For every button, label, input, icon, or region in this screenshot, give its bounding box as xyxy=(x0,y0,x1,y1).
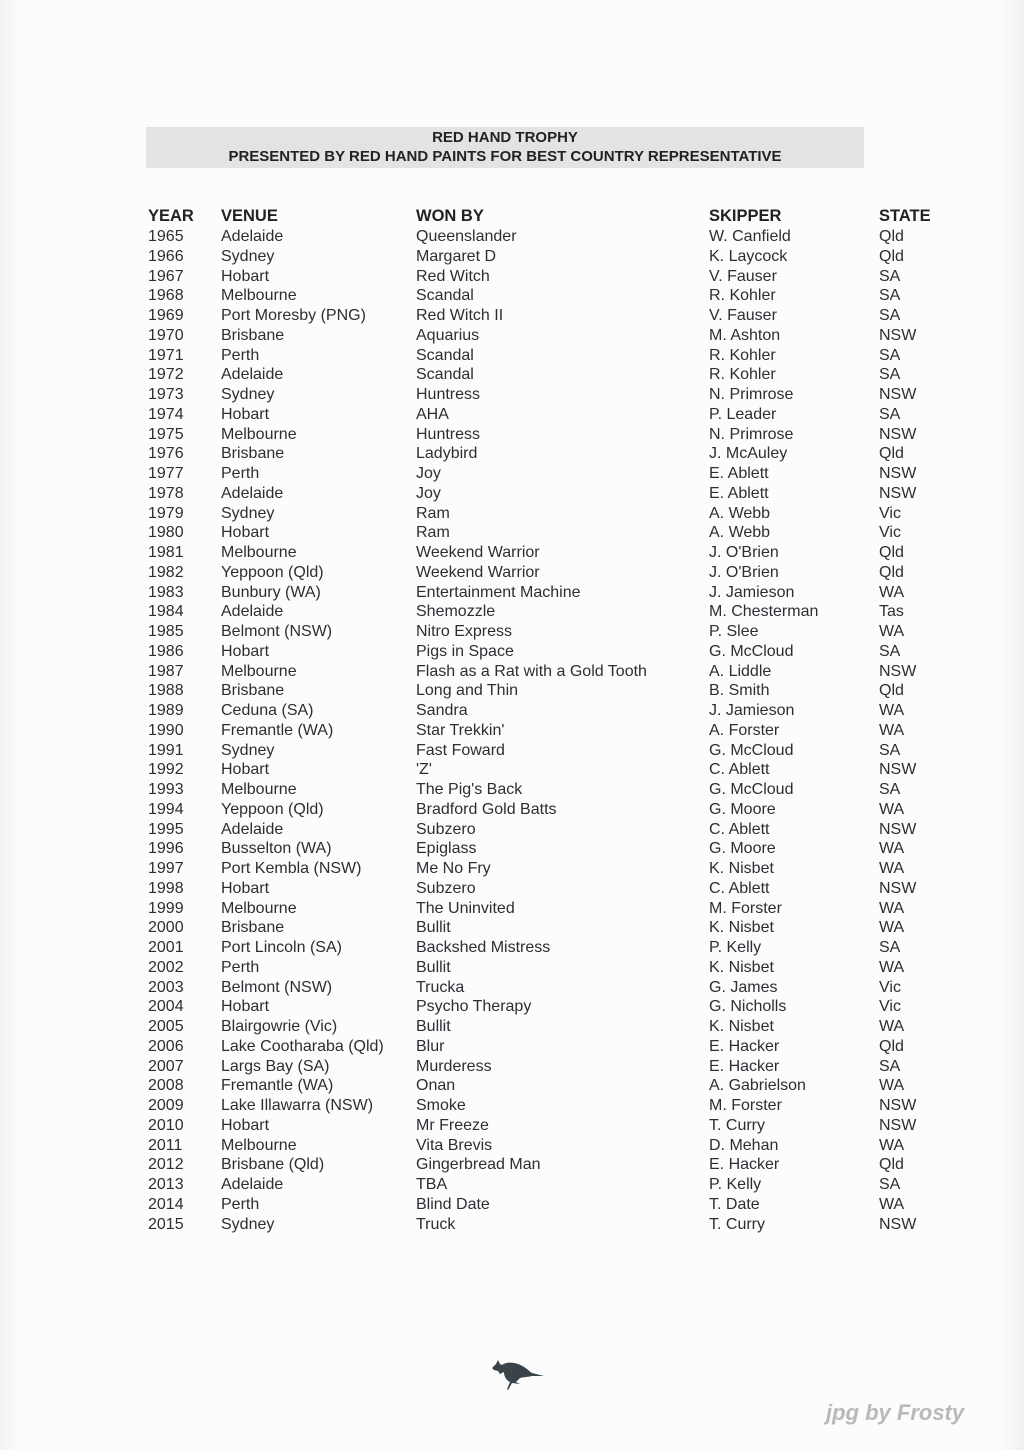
cell-skipper: E. Hacker xyxy=(709,1156,780,1174)
cell-skipper: M. Ashton xyxy=(709,326,781,344)
cell-skipper: P. Kelly xyxy=(709,1176,762,1193)
cell-year: 2012 xyxy=(148,1156,184,1174)
cell-skipper: R. Kohler xyxy=(709,287,776,305)
cell-skipper: G. McCloud xyxy=(709,741,794,759)
cell-venue: Ceduna (SA) xyxy=(221,702,314,719)
header-state: STATE xyxy=(879,207,931,225)
cell-skipper: R. Kohler xyxy=(709,366,776,384)
cell-won-by: Vita Brevis xyxy=(416,1136,493,1154)
cell-skipper: N. Primrose xyxy=(709,425,794,443)
cell-won-by: Scandal xyxy=(416,287,474,305)
cell-won-by: AHA xyxy=(416,405,449,423)
header-year: YEAR xyxy=(148,207,194,225)
cell-skipper: E. Hacker xyxy=(709,1057,780,1075)
cell-state: Qld xyxy=(879,228,904,245)
cell-state: SA xyxy=(879,287,901,305)
cell-venue: Sydney xyxy=(221,386,275,403)
cell-won-by: Scandal xyxy=(416,346,474,364)
cell-year: 1977 xyxy=(148,465,184,482)
cell-venue: Sydney xyxy=(221,1215,275,1233)
cell-won-by: The Uninvited xyxy=(416,899,515,917)
cell-state: WA xyxy=(879,583,905,601)
cell-venue: Belmont (NSW) xyxy=(221,623,333,640)
cell-state: NSW xyxy=(879,1116,917,1134)
cell-state: Tas xyxy=(879,603,904,621)
cell-year: 2005 xyxy=(148,1018,184,1035)
cell-year: 2000 xyxy=(148,919,184,937)
cell-state: Vic xyxy=(879,978,901,996)
cell-state: Qld xyxy=(879,563,904,581)
cell-won-by: Bullit xyxy=(416,958,451,976)
cell-skipper: P. Slee xyxy=(709,623,759,640)
cell-venue: Melbourne xyxy=(221,781,297,798)
cell-venue: Melbourne xyxy=(221,662,297,680)
cell-year: 1993 xyxy=(148,781,184,798)
cell-skipper: K. Nisbet xyxy=(709,958,774,976)
cell-won-by: Ladybird xyxy=(416,445,478,463)
cell-year: 2014 xyxy=(148,1195,184,1213)
cell-won-by: Trucka xyxy=(416,978,465,996)
cell-year: 1987 xyxy=(148,662,184,680)
cell-year: 1975 xyxy=(148,425,184,443)
cell-won-by: Blind Date xyxy=(416,1195,490,1213)
cell-year: 1980 xyxy=(148,524,184,542)
cell-skipper: G. McCloud xyxy=(709,642,794,660)
cell-venue: Melbourne xyxy=(221,287,297,305)
cell-state: SA xyxy=(879,405,901,423)
cell-venue: Fremantle (WA) xyxy=(221,1077,334,1095)
cell-skipper: C. Ablett xyxy=(709,761,770,779)
trophy-subtitle: PRESENTED BY RED HAND PAINTS FOR BEST COUNTRY REPRESENTATIVE xyxy=(228,148,782,165)
cell-won-by: Red Witch xyxy=(416,267,490,285)
cell-year: 1971 xyxy=(148,346,184,364)
cell-state: Qld xyxy=(879,682,904,700)
cell-won-by: Long and Thin xyxy=(416,682,519,700)
cell-won-by: 'Z' xyxy=(416,761,432,779)
cell-won-by: Gingerbread Man xyxy=(416,1156,541,1174)
cell-venue: Adelaide xyxy=(221,366,284,384)
cell-skipper: E. Ablett xyxy=(709,484,769,502)
cell-venue: Hobart xyxy=(221,267,270,285)
cell-year: 1998 xyxy=(148,879,184,897)
cell-state: SA xyxy=(879,1057,901,1075)
cell-state: SA xyxy=(879,642,901,660)
cell-state: WA xyxy=(879,721,905,739)
cell-skipper: J. Jamieson xyxy=(709,702,795,719)
cell-skipper: A. Liddle xyxy=(709,662,772,680)
cell-year: 1969 xyxy=(148,307,184,324)
cell-state: NSW xyxy=(879,761,917,779)
cell-won-by: Nitro Express xyxy=(416,623,513,640)
cell-state: NSW xyxy=(879,879,917,897)
cell-year: 1982 xyxy=(148,563,184,581)
cell-venue: Adelaide xyxy=(221,1176,284,1193)
cell-skipper: M. Chesterman xyxy=(709,603,819,621)
cell-venue: Brisbane xyxy=(221,682,285,700)
cell-year: 1965 xyxy=(148,228,184,245)
cell-state: WA xyxy=(879,1195,905,1213)
cell-won-by: Aquarius xyxy=(416,326,480,344)
cell-state: Vic xyxy=(879,524,901,542)
cell-won-by: Subzero xyxy=(416,879,476,897)
cell-venue: Lake Cootharaba (Qld) xyxy=(221,1037,384,1055)
cell-venue: Adelaide xyxy=(221,820,284,838)
cell-won-by: Bullit xyxy=(416,919,451,937)
cell-won-by: Mr Freeze xyxy=(416,1116,489,1134)
cell-state: WA xyxy=(879,702,905,719)
cell-state: SA xyxy=(879,346,901,364)
cell-venue: Adelaide xyxy=(221,484,284,502)
cell-skipper: V. Fauser xyxy=(709,267,777,285)
cell-venue: Hobart xyxy=(221,524,270,542)
cell-year: 1968 xyxy=(148,287,184,305)
cell-won-by: Weekend Warrior xyxy=(416,563,540,581)
cell-year: 2004 xyxy=(148,998,184,1016)
cell-venue: Melbourne xyxy=(221,1136,297,1154)
cell-year: 1990 xyxy=(148,721,184,739)
cell-state: WA xyxy=(879,1077,905,1095)
cell-state: WA xyxy=(879,840,905,858)
cell-skipper: R. Kohler xyxy=(709,346,776,364)
cell-won-by: Star Trekkin' xyxy=(416,721,505,739)
cell-venue: Port Kembla (NSW) xyxy=(221,860,362,877)
cell-won-by: Blur xyxy=(416,1037,445,1055)
cell-skipper: A. Gabrielson xyxy=(709,1077,806,1095)
cell-skipper: V. Fauser xyxy=(709,307,777,324)
cell-venue: Brisbane xyxy=(221,326,285,344)
cell-won-by: Psycho Therapy xyxy=(416,998,532,1016)
cell-year: 2015 xyxy=(148,1215,184,1233)
cell-skipper: E. Ablett xyxy=(709,465,769,482)
cell-year: 1976 xyxy=(148,445,184,463)
cell-state: Qld xyxy=(879,1156,904,1174)
cell-state: WA xyxy=(879,623,905,640)
cell-state: NSW xyxy=(879,465,917,482)
cell-venue: Hobart xyxy=(221,1116,270,1134)
cell-year: 1979 xyxy=(148,504,184,522)
cell-skipper: A. Forster xyxy=(709,721,780,739)
cell-state: SA xyxy=(879,1176,901,1193)
cell-venue: Belmont (NSW) xyxy=(221,978,333,996)
cell-year: 2013 xyxy=(148,1176,184,1193)
cell-year: 2002 xyxy=(148,958,184,976)
cell-skipper: M. Forster xyxy=(709,1097,782,1114)
cell-won-by: Ram xyxy=(416,524,450,542)
cell-year: 1992 xyxy=(148,761,184,779)
cell-skipper: C. Ablett xyxy=(709,879,770,897)
cell-year: 1984 xyxy=(148,603,184,621)
cell-venue: Perth xyxy=(221,958,260,976)
cell-skipper: P. Kelly xyxy=(709,939,762,956)
cell-won-by: Bullit xyxy=(416,1018,451,1035)
cell-state: SA xyxy=(879,939,901,956)
cell-won-by: The Pig's Back xyxy=(416,781,523,798)
cell-won-by: Shemozzle xyxy=(416,603,496,621)
cell-venue: Fremantle (WA) xyxy=(221,721,334,739)
cell-year: 1994 xyxy=(148,800,184,818)
cell-won-by: Sandra xyxy=(416,702,468,719)
cell-year: 1967 xyxy=(148,267,184,285)
cell-skipper: G. McCloud xyxy=(709,781,794,798)
cell-won-by: Weekend Warrior xyxy=(416,544,540,561)
cell-year: 2007 xyxy=(148,1057,184,1075)
cell-year: 1996 xyxy=(148,840,184,858)
cell-state: Qld xyxy=(879,544,904,561)
cell-won-by: Onan xyxy=(416,1077,456,1095)
cell-won-by: Red Witch II xyxy=(416,307,504,324)
cell-year: 1997 xyxy=(148,860,184,877)
cell-state: NSW xyxy=(879,484,917,502)
header-won-by: WON BY xyxy=(416,207,484,225)
cell-year: 1991 xyxy=(148,741,184,759)
cell-year: 2008 xyxy=(148,1077,184,1095)
cell-year: 2009 xyxy=(148,1097,184,1114)
cell-year: 1981 xyxy=(148,544,184,561)
cell-year: 1986 xyxy=(148,642,184,660)
cell-won-by: Joy xyxy=(416,484,441,502)
title-banner xyxy=(146,127,864,168)
cell-skipper: J. McAuley xyxy=(709,445,788,463)
cell-skipper: A. Webb xyxy=(709,504,771,522)
cell-year: 2001 xyxy=(148,939,184,956)
cell-skipper: G. James xyxy=(709,978,778,996)
cell-state: Vic xyxy=(879,998,901,1016)
cell-venue: Yeppoon (Qld) xyxy=(221,800,324,818)
cell-state: NSW xyxy=(879,425,917,443)
watermark: jpg by Frosty xyxy=(826,1400,965,1425)
cell-state: WA xyxy=(879,860,905,877)
cell-won-by: Entertainment Machine xyxy=(416,583,581,601)
cell-year: 2011 xyxy=(148,1136,183,1154)
cell-venue: Melbourne xyxy=(221,425,297,443)
cell-state: SA xyxy=(879,267,901,285)
cell-skipper: J. O'Brien xyxy=(709,544,779,561)
cell-year: 1999 xyxy=(148,899,184,917)
cell-skipper: B. Smith xyxy=(709,682,770,700)
cell-skipper: A. Webb xyxy=(709,524,771,542)
kangaroo-icon xyxy=(490,1358,546,1392)
cell-won-by: Margaret D xyxy=(416,247,497,265)
cell-won-by: Ram xyxy=(416,504,450,522)
cell-state: WA xyxy=(879,1136,905,1154)
cell-won-by: Joy xyxy=(416,465,441,482)
cell-won-by: Murderess xyxy=(416,1057,492,1075)
cell-state: NSW xyxy=(879,662,917,680)
cell-state: WA xyxy=(879,899,905,917)
cell-state: Vic xyxy=(879,504,901,522)
cell-won-by: Epiglass xyxy=(416,840,477,858)
cell-skipper: T. Curry xyxy=(709,1116,765,1134)
cell-state: WA xyxy=(879,958,905,976)
cell-venue: Bunbury (WA) xyxy=(221,583,321,601)
cell-state: SA xyxy=(879,781,901,798)
cell-won-by: Huntress xyxy=(416,425,481,443)
cell-state: NSW xyxy=(879,386,917,403)
cell-state: NSW xyxy=(879,1097,917,1114)
cell-won-by: Me No Fry xyxy=(416,860,491,877)
cell-state: SA xyxy=(879,307,901,324)
cell-won-by: Bradford Gold Batts xyxy=(416,800,557,818)
cell-venue: Hobart xyxy=(221,998,270,1016)
cell-venue: Lake Illawarra (NSW) xyxy=(221,1097,374,1114)
cell-skipper: G. Moore xyxy=(709,800,776,818)
cell-year: 1988 xyxy=(148,682,184,700)
cell-venue: Perth xyxy=(221,465,260,482)
header-venue: VENUE xyxy=(221,207,278,225)
cell-state: Qld xyxy=(879,445,904,463)
cell-year: 1983 xyxy=(148,583,184,601)
cell-year: 1995 xyxy=(148,820,184,838)
cell-venue: Largs Bay (SA) xyxy=(221,1057,330,1075)
cell-year: 1989 xyxy=(148,702,184,719)
cell-skipper: K. Nisbet xyxy=(709,860,774,877)
cell-won-by: Subzero xyxy=(416,820,476,838)
cell-state: Qld xyxy=(879,1037,904,1055)
cell-venue: Port Lincoln (SA) xyxy=(221,939,342,956)
header-skipper: SKIPPER xyxy=(709,207,782,225)
cell-skipper: N. Primrose xyxy=(709,386,794,403)
cell-skipper: M. Forster xyxy=(709,899,782,917)
cell-won-by: Truck xyxy=(416,1215,456,1233)
cell-skipper: T. Date xyxy=(709,1195,760,1213)
cell-won-by: Scandal xyxy=(416,366,474,384)
cell-venue: Brisbane (Qld) xyxy=(221,1156,325,1174)
cell-won-by: Fast Foward xyxy=(416,741,505,759)
cell-won-by: Smoke xyxy=(416,1097,466,1114)
cell-year: 1970 xyxy=(148,326,184,344)
cell-venue: Sydney xyxy=(221,504,275,522)
cell-skipper: G. Moore xyxy=(709,840,776,858)
cell-venue: Adelaide xyxy=(221,603,284,621)
cell-venue: Brisbane xyxy=(221,445,285,463)
cell-won-by: Queenslander xyxy=(416,228,517,245)
cell-won-by: Huntress xyxy=(416,386,481,403)
cell-year: 1974 xyxy=(148,405,184,423)
cell-skipper: K. Nisbet xyxy=(709,1018,774,1035)
cell-state: SA xyxy=(879,741,901,759)
cell-year: 2010 xyxy=(148,1116,184,1134)
cell-year: 1966 xyxy=(148,247,184,265)
cell-venue: Hobart xyxy=(221,761,270,779)
cell-skipper: J. O'Brien xyxy=(709,563,779,581)
cell-state: NSW xyxy=(879,1215,917,1233)
cell-venue: Perth xyxy=(221,346,260,364)
cell-venue: Sydney xyxy=(221,741,275,759)
cell-year: 1972 xyxy=(148,366,184,384)
cell-skipper: T. Curry xyxy=(709,1215,765,1233)
cell-year: 1985 xyxy=(148,623,184,640)
cell-year: 1978 xyxy=(148,484,184,502)
cell-skipper: W. Canfield xyxy=(709,228,791,245)
cell-venue: Sydney xyxy=(221,247,275,265)
cell-venue: Busselton (WA) xyxy=(221,840,332,858)
cell-skipper: E. Hacker xyxy=(709,1037,780,1055)
cell-skipper: K. Laycock xyxy=(709,247,788,265)
trophy-title: RED HAND TROPHY xyxy=(432,129,578,146)
cell-year: 2006 xyxy=(148,1037,184,1055)
cell-year: 1973 xyxy=(148,386,184,403)
cell-won-by: TBA xyxy=(416,1176,448,1193)
cell-won-by: Backshed Mistress xyxy=(416,939,551,956)
cell-state: Qld xyxy=(879,247,904,265)
cell-skipper: K. Nisbet xyxy=(709,919,774,937)
cell-venue: Yeppoon (Qld) xyxy=(221,563,324,581)
cell-skipper: G. Nicholls xyxy=(709,998,787,1016)
cell-venue: Hobart xyxy=(221,405,270,423)
cell-skipper: D. Mehan xyxy=(709,1136,779,1154)
cell-venue: Hobart xyxy=(221,879,270,897)
cell-venue: Adelaide xyxy=(221,228,284,245)
cell-skipper: C. Ablett xyxy=(709,820,770,838)
cell-year: 2003 xyxy=(148,978,184,996)
cell-venue: Perth xyxy=(221,1195,260,1213)
cell-state: WA xyxy=(879,1018,905,1035)
cell-venue: Hobart xyxy=(221,642,270,660)
cell-venue: Blairgowrie (Vic) xyxy=(221,1018,338,1035)
cell-state: WA xyxy=(879,800,905,818)
cell-venue: Melbourne xyxy=(221,899,297,917)
cell-state: SA xyxy=(879,366,901,384)
cell-venue: Port Moresby (PNG) xyxy=(221,307,366,324)
cell-won-by: Flash as a Rat with a Gold Tooth xyxy=(416,662,647,680)
cell-state: NSW xyxy=(879,820,917,838)
cell-state: NSW xyxy=(879,326,917,344)
cell-state: WA xyxy=(879,919,905,937)
cell-skipper: P. Leader xyxy=(709,405,777,423)
cell-skipper: J. Jamieson xyxy=(709,583,795,601)
cell-venue: Melbourne xyxy=(221,544,297,561)
cell-venue: Brisbane xyxy=(221,919,285,937)
cell-won-by: Pigs in Space xyxy=(416,642,514,660)
